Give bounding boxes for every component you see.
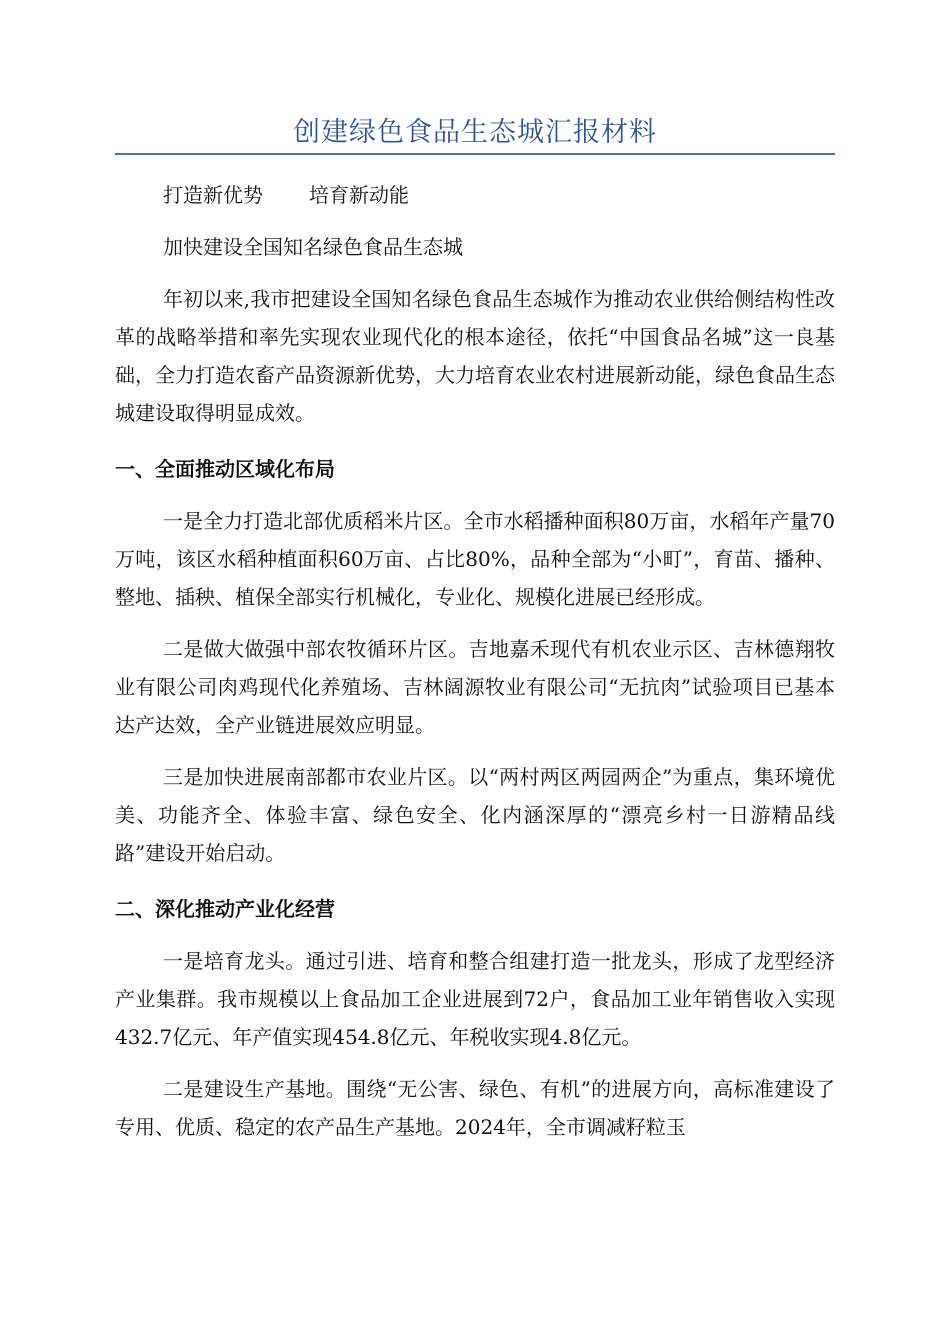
document-title: 创建绿色食品生态城汇报材料 [293, 117, 657, 148]
title-underline [115, 153, 835, 155]
body-paragraph: 二是建设生产基地。围绕“无公害、绿色、有机”的进展方向，高标准建设了专用、优质、稳定的农产品生产基地。2024年，全市调减籽粒玉 [115, 1077, 835, 1139]
intro-paragraph: 年初以来,我市把建设全国知名绿色食品生态城作为推动农业供给侧结构性改革的战略举措和率先实现农业现代化的根本途径，依托“中国食品名城”这一良基础，全力打造农畜产品资源新优势，大力培育农业农村进展新动能，绿色食品生态城建设取得明显成效。 [115, 287, 835, 425]
body-paragraph: 一是全力打造北部优质稻米片区。全市水稻播种面积80万亩，水稻年产量70万吨，该区水稻种植面积60万亩、占比80%，品种全部为“小町”，育苗、播种、整地、插秧、植保全部实行机械化，专业化、规模化进展已经形成。 [115, 509, 835, 609]
body-paragraph: 三是加快进展南部都市农业片区。以“两村两区两园两企”为重点，集环境优美、功能齐全、体验丰富、绿色安全、化内涵深厚的“漂亮乡村一日游精品线路”建设开始启动。 [115, 765, 835, 865]
section-heading: 二、深化推动产业化经营 [115, 897, 335, 921]
section-heading: 一、全面推动区域化布局 [115, 457, 335, 481]
body-paragraph: 二是做大做强中部农牧循环片区。吉地嘉禾现代有机农业示区、吉林德翔牧业有限公司肉鸡现代化养殖场、吉林阔源牧业有限公司“无抗肉”试验项目已基本达产达效，全产业链进展效应明显。 [115, 637, 835, 737]
subtitle-secondary: 加快建设全国知名绿色食品生态城 [163, 235, 463, 259]
subtitle-right: 培育新动能 [309, 183, 409, 207]
subtitle-line [115, 176, 835, 214]
body-paragraph: 一是培育龙头。通过引进、培育和整合组建打造一批龙头，形成了龙型经济产业集群。我市规模以上食品加工企业进展到72户，食品加工业年销售收入实现432.7亿元、年产值实现454.8亿元、年税收实现4.8亿元。 [115, 949, 835, 1049]
document-body [115, 176, 835, 1146]
subtitle-left: 打造新优势 [163, 183, 263, 207]
